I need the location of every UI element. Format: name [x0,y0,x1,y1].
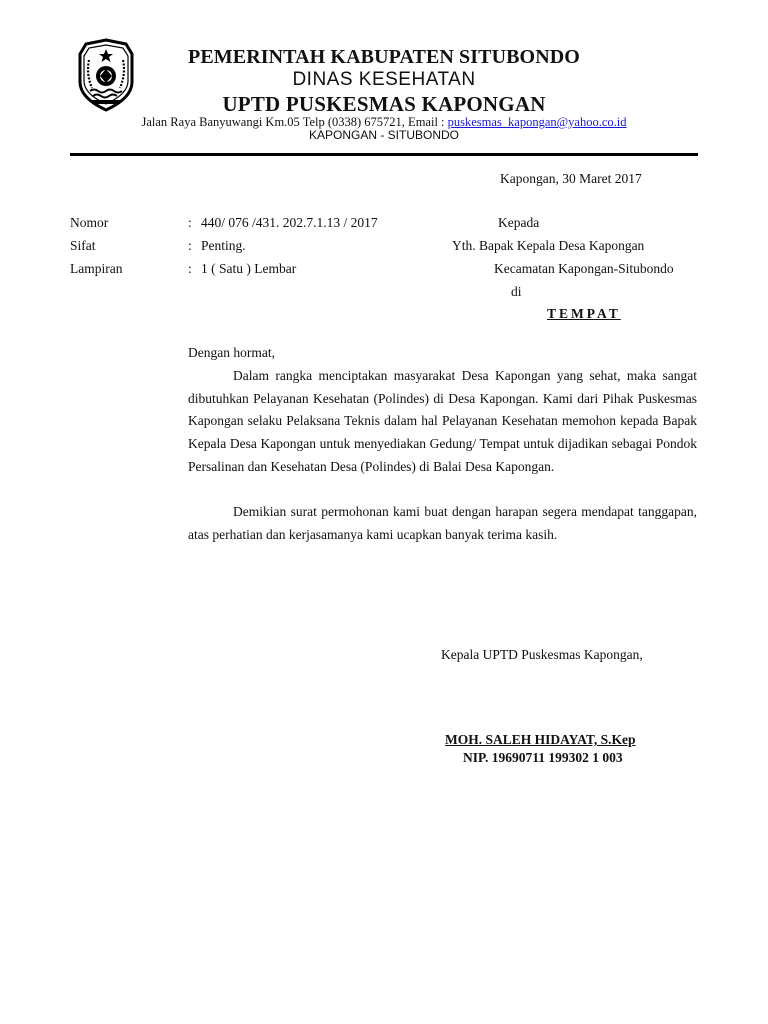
sifat-label: Sifat [70,238,96,253]
signer-name: MOH. SALEH HIDAYAT, S.Kep [445,732,636,747]
closing-title: Kepala UPTD Puskesmas Kapongan, [441,647,643,662]
salutation: Dengan hormat, [188,345,275,360]
signer-nip: NIP. 19690711 199302 1 003 [463,750,623,765]
nomor-value: 440/ 076 /431. 202.7.1.13 / 2017 [201,215,378,230]
lampiran-value: 1 ( Satu ) Lembar [201,261,297,276]
recipient-di: di [511,284,522,299]
lampiran-label: Lampiran [70,261,123,276]
recipient-kepada: Kepada [498,215,540,230]
nomor-label: Nomor [70,215,109,230]
address-text: Jalan Raya Banyuwangi Km.05 Telp (0338) 675721, Email : [141,115,448,129]
email-link[interactable]: puskesmas_kapongan@yahoo.co.id [447,115,627,129]
nomor-colon: : [188,215,192,230]
recipient-place: TEMPAT [547,306,621,321]
sifat-colon: : [188,238,192,253]
unit-title: UPTD PUSKESMAS KAPONGAN [222,92,546,116]
department-title: DINAS KESEHATAN [292,69,476,90]
government-title: PEMERINTAH KABUPATEN SITUBONDO [188,46,580,68]
body-paragraph-1: Dalam rangka menciptakan masyarakat Desa Kapongan yang sehat, maka sangat dibutuhkan Pelayanan Kesehatan (Polindes) di Desa Kapongan. Kami dari Pihak Puskesmas Kapongan selaku Pelaksana Teknis dalam hal Pelayanan Kesehatan memohon kepada Bapak Kepala Desa Kapongan untuk menyediakan Gedung/ Tempat untuk dijadikan sebagai Pondok Persalinan dan Kesehatan Desa (Polindes) di Balai Desa Kapongan. [188,368,697,474]
recipient-name: Yth. Bapak Kepala Desa Kapongan [452,238,645,253]
letter-date: Kapongan, 30 Maret 2017 [500,171,642,186]
letterhead-divider [70,153,698,156]
city-line: KAPONGAN - SITUBONDO [308,128,460,142]
lampiran-colon: : [188,261,192,276]
recipient-district: Kecamatan Kapongan-Situbondo [494,261,674,276]
body-paragraph-2: Demikian surat permohonan kami buat dengan harapan segera mendapat tanggapan, atas perhatian dan kerjasamanya kami ucapkan banyak terima kasih. [188,504,697,542]
sifat-value: Penting. [201,238,246,253]
